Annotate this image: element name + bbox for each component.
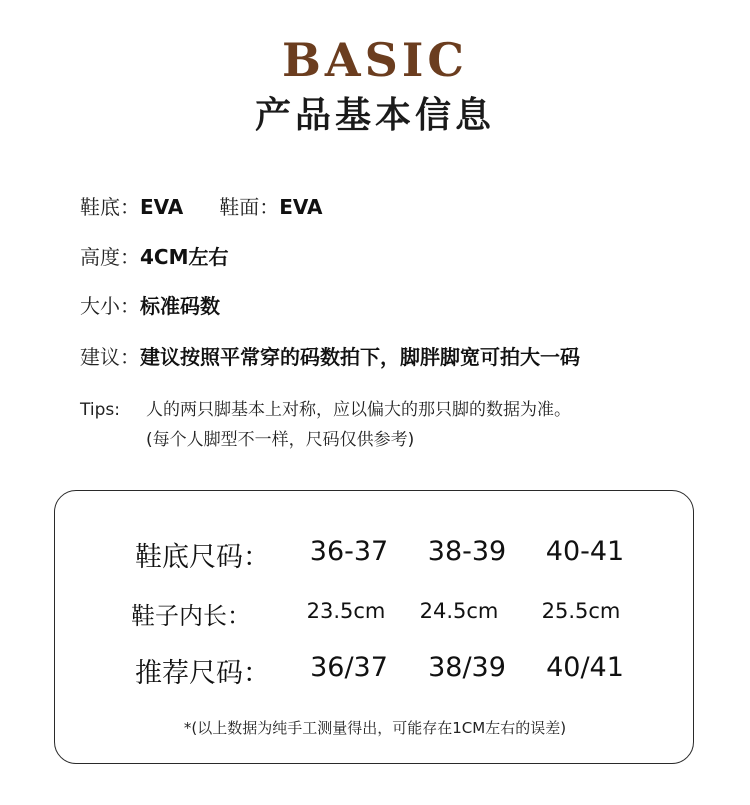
- height-value: 4CM左右: [140, 245, 229, 269]
- upper-label: 鞋面：: [219, 195, 280, 219]
- size-table-cell: 38-39: [427, 536, 507, 567]
- size-table-row-label: 鞋底尺码：: [135, 542, 270, 573]
- height-label: 高度：: [80, 245, 140, 269]
- size-table-cell: 40/41: [546, 652, 624, 683]
- sole-label: 鞋底：: [80, 195, 140, 219]
- tips-line1: 人的两只脚基本上对称，应以偏大的那只脚的数据为准。: [146, 400, 571, 420]
- height-row: [80, 242, 229, 272]
- size-table-cell: 23.5cm: [306, 599, 386, 623]
- tips-label: Tips:: [80, 400, 120, 420]
- size-row: [80, 291, 220, 321]
- size-table-cell: 25.5cm: [541, 599, 621, 623]
- size-value: 标准码数: [140, 294, 220, 318]
- size-table-card: [54, 490, 694, 764]
- size-table-cell: 36-37: [309, 536, 389, 567]
- sole-value: EVA: [140, 195, 184, 219]
- size-table-cell: 38/39: [428, 652, 506, 683]
- product-info-subtitle: 产品基本信息: [254, 95, 495, 136]
- size-table-cell: 24.5cm: [419, 599, 499, 623]
- basic-title: BASIC: [282, 33, 468, 87]
- size-table-cell: 36/37: [310, 652, 388, 683]
- upper-value: EVA: [279, 195, 323, 219]
- size-table-cell: 40-41: [545, 536, 625, 567]
- advice-value: 建议按照平常穿的码数拍下，脚胖脚宽可拍大一码: [140, 345, 580, 369]
- advice-row: [80, 342, 580, 372]
- size-table-row-label: 推荐尺码：: [135, 658, 270, 689]
- material-row: [80, 192, 323, 222]
- size-label: 大小：: [80, 294, 140, 318]
- tips-row: [80, 396, 571, 424]
- size-table-row-label: 鞋子内长：: [131, 602, 251, 630]
- advice-label: 建议：: [80, 345, 140, 369]
- measurement-note: *(以上数据为纯手工测量得出，可能存在1CM左右的误差): [183, 719, 567, 737]
- tips-line2: (每个人脚型不一样，尺码仅供参考): [146, 430, 415, 450]
